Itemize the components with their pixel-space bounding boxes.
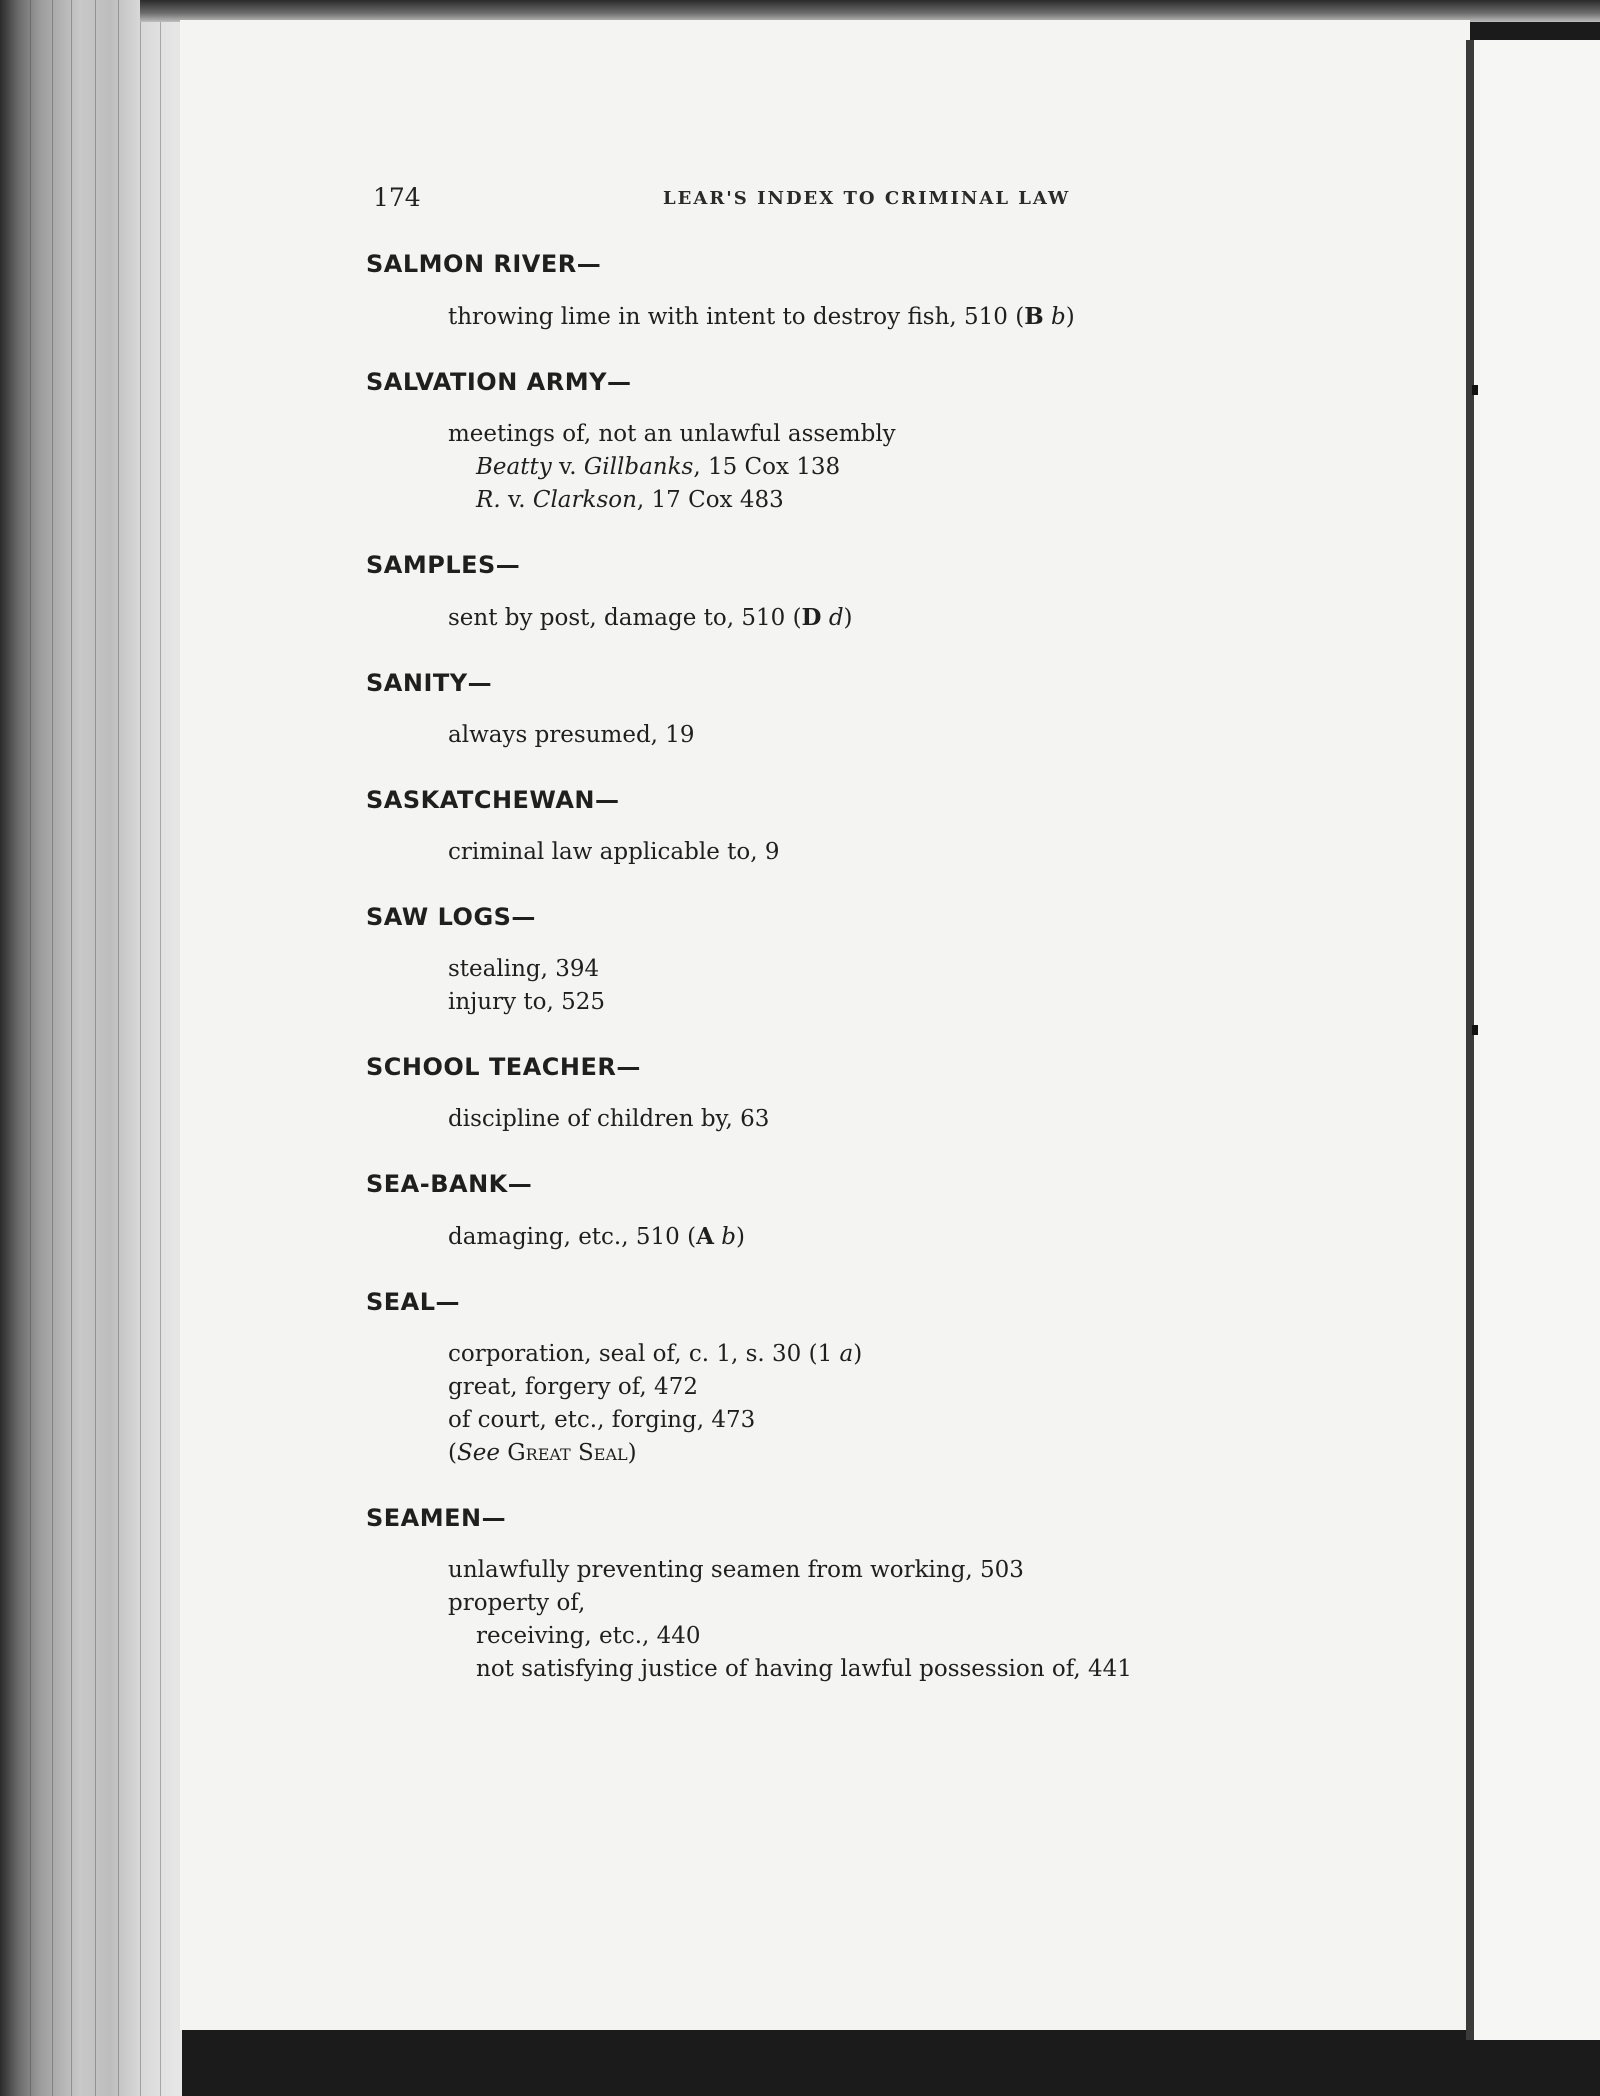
- gutter-mark: [1472, 385, 1478, 395]
- entry-line-text: stealing, 394: [448, 956, 600, 982]
- subsection-letter: a: [839, 1341, 854, 1367]
- entry-line: [366, 1554, 1366, 1587]
- see-word: See: [456, 1440, 500, 1466]
- entry-heading: SCHOOL TEACHER—: [366, 1053, 641, 1081]
- index-entry: [366, 1288, 1366, 1470]
- party-name: Clarkson: [532, 487, 637, 513]
- entry-line-text: of court, etc., forging, 473: [448, 1407, 756, 1433]
- versus: v.: [500, 487, 533, 513]
- see-also: [366, 1437, 1366, 1470]
- index-entry: [366, 368, 1366, 517]
- party-name: Gillbanks: [583, 454, 694, 480]
- entry-heading: SAMPLES—: [366, 551, 521, 579]
- entry-line-text: discipline of children by, 63: [448, 1106, 770, 1132]
- entry-heading: SANITY—: [366, 669, 493, 697]
- subsection-letter: d: [828, 605, 844, 631]
- index-entry: [366, 669, 1366, 752]
- entry-line-text: great, forgery of, 472: [448, 1374, 698, 1400]
- closing-paren: ): [735, 1224, 745, 1250]
- index-entry: [366, 1053, 1366, 1136]
- section-letter: A: [696, 1223, 714, 1250]
- entry-line-text: sent by post, damage to, 510 (: [448, 605, 802, 631]
- index-entry: [366, 551, 1366, 635]
- versus: v.: [551, 454, 584, 480]
- page-number: 174: [373, 183, 421, 212]
- entry-line: [366, 300, 1366, 334]
- entry-line-text: property of,: [448, 1590, 586, 1616]
- entry-line: [366, 1404, 1366, 1437]
- entry-heading: SALVATION ARMY—: [366, 368, 632, 396]
- section-letter: B: [1024, 303, 1044, 330]
- entry-heading: SEAL—: [366, 1288, 461, 1316]
- index-entry: [366, 1170, 1366, 1254]
- entry-line-text: throwing lime in with intent to destroy fish, 510 (: [448, 304, 1025, 330]
- closing-paren: ): [843, 605, 853, 631]
- closing-paren: ): [853, 1341, 863, 1367]
- entry-line-text: meetings of, not an unlawful assembly: [448, 421, 896, 447]
- gutter-mark: [1472, 1025, 1478, 1035]
- section-letter: D: [801, 604, 822, 631]
- subsection-letter: b: [721, 1224, 736, 1250]
- open-paren: (: [448, 1440, 457, 1466]
- entry-subline: not satisfying justice of having lawful possession of, 441: [476, 1656, 1132, 1682]
- closing-paren: ): [1065, 304, 1075, 330]
- entry-heading: SASKATCHEWAN—: [366, 786, 620, 814]
- page-edge-stack: [0, 0, 182, 2096]
- entry-heading: SALMON RIVER—: [366, 250, 602, 278]
- entry-line-text: corporation, seal of, c. 1, s. 30 (1: [448, 1341, 840, 1367]
- case-citation: [366, 484, 1366, 517]
- party-name: R.: [476, 487, 501, 513]
- running-head: LEAR'S INDEX TO CRIMINAL LAW: [663, 188, 1071, 209]
- index-entry: [366, 903, 1366, 1019]
- party-name: Beatty: [476, 454, 552, 480]
- page-header: [373, 183, 1073, 219]
- entry-line-text: injury to, 525: [448, 989, 606, 1015]
- case-citation: [366, 451, 1366, 484]
- index-entry: [366, 786, 1366, 869]
- entry-line: [366, 601, 1366, 635]
- entry-line-text: unlawfully preventing seamen from working, 503: [448, 1557, 1024, 1583]
- entry-line: [366, 1338, 1366, 1371]
- entry-line: [366, 1371, 1366, 1404]
- index-entries: [366, 250, 1366, 1720]
- index-entry: [366, 1504, 1366, 1686]
- entry-line: [366, 986, 1366, 1019]
- entry-subline: receiving, etc., 440: [476, 1623, 701, 1649]
- entry-line: [366, 1103, 1366, 1136]
- entry-line-text: always presumed, 19: [448, 722, 695, 748]
- entry-line-text: criminal law applicable to, 9: [448, 839, 780, 865]
- entry-line: [366, 1220, 1366, 1254]
- entry-line: [366, 719, 1366, 752]
- subsection-letter: b: [1050, 304, 1066, 330]
- index-entry: [366, 250, 1366, 334]
- entry-heading: SEAMEN—: [366, 1504, 507, 1532]
- entry-line-text: damaging, etc., 510 (: [448, 1224, 697, 1250]
- citation-reference: , 15 Cox 138: [693, 454, 841, 480]
- page-gutter: [1466, 40, 1474, 2040]
- closing-paren: ): [627, 1440, 637, 1466]
- entry-heading: SEA-BANK—: [366, 1170, 533, 1198]
- entry-line: [366, 1587, 1366, 1620]
- citation-reference: , 17 Cox 483: [636, 487, 784, 513]
- see-target: Great Seal: [499, 1440, 628, 1466]
- entry-line: [366, 418, 1366, 451]
- entry-heading: SAW LOGS—: [366, 903, 536, 931]
- facing-page-edge: [1474, 40, 1600, 2040]
- entry-line: [366, 836, 1366, 869]
- entry-line: [366, 953, 1366, 986]
- book-top-rim: [140, 0, 1600, 22]
